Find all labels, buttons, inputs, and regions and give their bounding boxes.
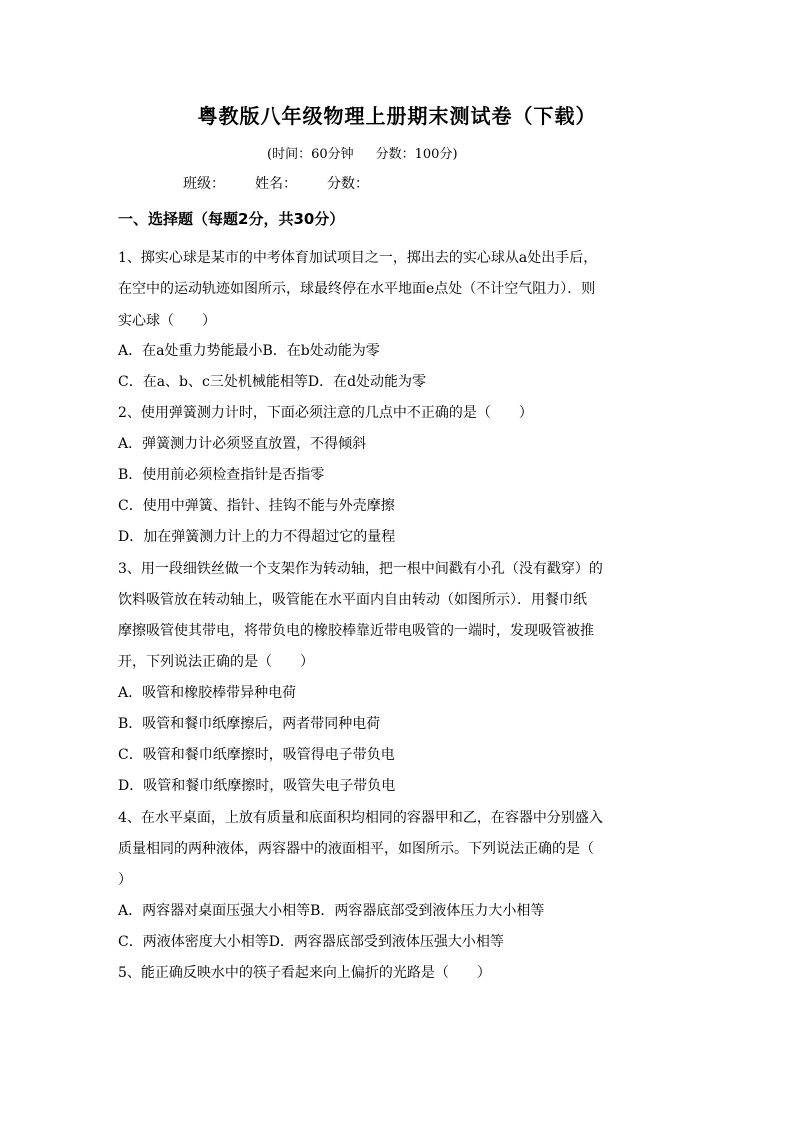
question-2-option-d: D．加在弹簧测力计上的力不得超过它的量程 (118, 529, 396, 545)
exam-meta (267, 143, 458, 162)
question-1-line-3: 实心球（ ） (118, 313, 216, 329)
question-3-option-b: B．吸管和餐巾纸摩擦后，两者带同种电荷 (118, 716, 381, 732)
page-title: 粤教版八年级物理上册期末测试卷（下载） (197, 104, 597, 128)
question-3-line-4: 开，下列说法正确的是（ ） (118, 654, 314, 670)
question-1-option-cd: C．在a、b、c三处机械能相等D．在d处动能为零 (118, 374, 427, 390)
class-label: 班级： (183, 176, 225, 192)
question-1-line-1: 1、掷实心球是某市的中考体育加试项目之一，掷出去的实心球从a处出手后， (118, 250, 598, 266)
question-4-line-3: ） (118, 872, 132, 888)
name-label: 姓名： (255, 176, 297, 192)
score-label: 分数： (327, 176, 369, 192)
exam-time: (时间：60分钟 (267, 147, 354, 162)
question-2-option-b: B．使用前必须检查指针是否指零 (118, 467, 325, 483)
question-2-option-a: A．弹簧测力计必须竖直放置，不得倾斜 (118, 436, 367, 452)
question-5-line-1: 5、能正确反映水中的筷子看起来向上偏折的光路是（ ） (118, 965, 491, 981)
question-1-option-ab: A．在a处重力势能最小B．在b处动能为零 (118, 343, 380, 359)
question-3-option-a: A．吸管和橡胶棒带异种电荷 (118, 685, 297, 701)
question-2-option-c: C．使用中弹簧、指针、挂钩不能与外壳摩擦 (118, 498, 395, 514)
question-4-option-cd: C．两液体密度大小相等D．两容器底部受到液体压强大小相等 (118, 934, 504, 950)
question-3-line-2: 饮料吸管放在转动轴上，吸管能在水平面内自由转动（如图所示）．用餐巾纸 (118, 592, 587, 608)
question-3-line-3: 摩擦吸管使其带电，将带负电的橡胶棒靠近带电吸管的一端时，发现吸管被推 (118, 623, 594, 639)
question-1-line-2: 在空中的运动轨迹如图所示，球最终停在水平地面e点处（不计空气阻力）．则 (118, 281, 596, 297)
question-3-option-d: D．吸管和餐巾纸摩擦时，吸管失电子带负电 (118, 778, 396, 794)
question-4-option-ab: A．两容器对桌面压强大小相等B．两容器底部受到液体压力大小相等 (118, 903, 545, 919)
exam-total-score: 分数：100分) (375, 147, 458, 162)
student-info (183, 173, 369, 193)
question-3-line-1: 3、用一段细铁丝做一个支架作为转动轴，把一根中间戳有小孔（没有戳穿）的 (118, 561, 603, 577)
question-3-option-c: C．吸管和餐巾纸摩擦时，吸管得电子带负电 (118, 747, 395, 763)
question-4-line-1: 4、在水平桌面，上放有质量和底面积均相同的容器甲和乙，在容器中分别盛入 (118, 810, 603, 826)
question-4-line-2: 质量相同的两种液体，两容器中的液面相平，如图所示。下列说法正确的是（ (118, 841, 594, 857)
question-2-line-1: 2、使用弹簧测力计时，下面必须注意的几点中不正确的是（ ） (118, 405, 533, 421)
section-heading: 一、选择题（每题2分，共30分） (118, 210, 345, 228)
